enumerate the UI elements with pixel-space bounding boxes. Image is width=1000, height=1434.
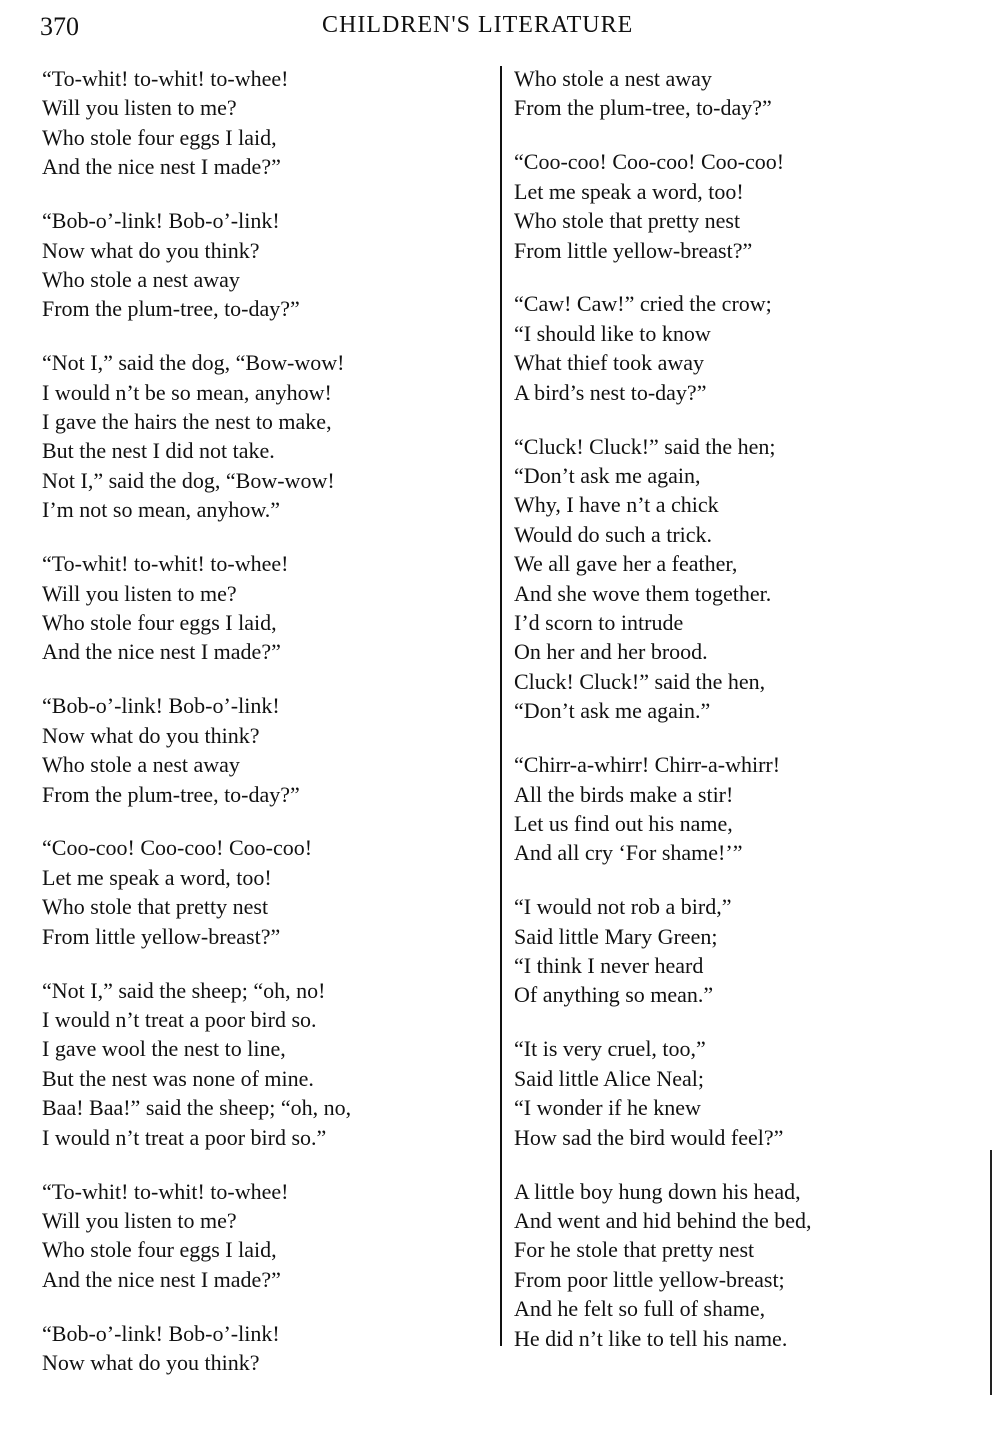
stanza bbox=[42, 833, 492, 951]
stanza bbox=[514, 289, 984, 407]
stanza bbox=[514, 1034, 984, 1152]
verse-line: From poor little yellow-breast; bbox=[514, 1266, 785, 1292]
verse-line: Why, I have n’t a chick bbox=[514, 492, 719, 518]
stanza bbox=[42, 206, 492, 324]
verse-line: Who stole that pretty nest bbox=[42, 894, 269, 920]
verse-line: “To-whit! to-whit! to-whee! bbox=[42, 1178, 289, 1204]
verse-line: “Bob-o’-link! Bob-o’-link! bbox=[42, 208, 280, 234]
verse-line: “I should like to know bbox=[514, 320, 711, 346]
verse-line: Will you listen to me? bbox=[42, 95, 237, 121]
verse-line: And all cry ‘For shame!’” bbox=[514, 840, 743, 866]
verse-line: Who stole a nest away bbox=[42, 266, 240, 292]
verse-line: Let me speak a word, too! bbox=[514, 178, 744, 204]
verse-line: From little yellow-breast?” bbox=[42, 923, 281, 949]
verse-line: I would n’t be so mean, anyhow! bbox=[42, 379, 332, 405]
verse-line: Who stole four eggs I laid, bbox=[42, 610, 277, 635]
stanza bbox=[514, 750, 984, 868]
verse-line: Said little Alice Neal; bbox=[514, 1065, 705, 1091]
margin-rule bbox=[990, 1150, 992, 1395]
verse-line: Let me speak a word, too! bbox=[42, 864, 272, 890]
left-column bbox=[42, 64, 492, 1402]
verse-line: “I would not rob a bird,” bbox=[514, 894, 732, 920]
verse-line: How sad the bird would feel?” bbox=[514, 1124, 784, 1150]
running-title: CHILDREN'S LITERATURE bbox=[322, 12, 634, 38]
verse-line: “Not I,” said the dog, “Bow-wow! bbox=[42, 350, 345, 376]
verse-line: But the nest was none of mine. bbox=[42, 1065, 314, 1091]
verse-line: “To-whit! to-whit! to-whee! bbox=[42, 66, 289, 91]
verse-line: “To-whit! to-whit! to-whee! bbox=[42, 551, 289, 577]
verse-line: Who stole four eggs I laid, bbox=[42, 124, 277, 150]
verse-line: “Coo-coo! Coo-coo! Coo-coo! bbox=[42, 835, 313, 861]
stanza bbox=[514, 147, 984, 265]
verse-line: And he felt so full of shame, bbox=[514, 1296, 766, 1322]
verse-line: “Coo-coo! Coo-coo! Coo-coo! bbox=[514, 149, 785, 175]
verse-line: And she wove them together. bbox=[514, 580, 772, 606]
verse-line: “Don’t ask me again.” bbox=[514, 698, 711, 724]
verse-line: “Bob-o’-link! Bob-o’-link! bbox=[42, 693, 280, 719]
stanza bbox=[514, 64, 984, 123]
stanza bbox=[42, 976, 492, 1152]
verse-line: A bird’s nest to-day?” bbox=[514, 379, 707, 405]
stanza bbox=[42, 1319, 492, 1378]
verse-line: All the birds make a stir! bbox=[514, 781, 734, 807]
verse-line: Cluck! Cluck!” said the hen, bbox=[514, 668, 766, 694]
verse-line: From the plum-tree, to-day?” bbox=[42, 781, 300, 807]
verse-line: We all gave her a feather, bbox=[514, 551, 738, 577]
verse-line: And the nice nest I made?” bbox=[42, 639, 281, 665]
verse-line: Of anything so mean.” bbox=[514, 982, 714, 1008]
verse-line: Not I,” said the dog, “Bow-wow! bbox=[42, 467, 335, 493]
verse-line: Will you listen to me? bbox=[42, 580, 237, 606]
verse-line: I’d scorn to intrude bbox=[514, 610, 684, 635]
verse-line: But the nest I did not take. bbox=[42, 438, 275, 464]
verse-line: Now what do you think? bbox=[42, 237, 260, 263]
verse-line: I would n’t treat a poor bird so.” bbox=[42, 1124, 327, 1150]
verse-line: On her and her brood. bbox=[514, 639, 708, 665]
verse-line: Who stole a nest away bbox=[42, 752, 240, 778]
verse-line: Will you listen to me? bbox=[42, 1207, 237, 1233]
stanza bbox=[514, 892, 984, 1010]
verse-line: “Not I,” said the sheep; “oh, no! bbox=[42, 977, 326, 1003]
page-header bbox=[0, 8, 1000, 42]
verse-line: I’m not so mean, anyhow.” bbox=[42, 497, 281, 523]
stanza bbox=[42, 1177, 492, 1295]
verse-line: Now what do you think? bbox=[42, 722, 260, 748]
verse-line: From the plum-tree, to-day?” bbox=[514, 95, 772, 121]
verse-line: Now what do you think? bbox=[42, 1350, 260, 1376]
verse-line: “Cluck! Cluck!” said the hen; bbox=[514, 433, 776, 459]
verse-line: He did n’t like to tell his name. bbox=[514, 1325, 788, 1351]
stanza bbox=[42, 348, 492, 524]
verse-line: “It is very cruel, too,” bbox=[514, 1036, 706, 1062]
stanza bbox=[514, 1177, 984, 1353]
verse-line: “Chirr-a-whirr! Chirr-a-whirr! bbox=[514, 752, 781, 778]
stanza bbox=[42, 549, 492, 667]
page-number: 370 bbox=[40, 12, 79, 41]
verse-line: “Caw! Caw!” cried the crow; bbox=[514, 291, 772, 317]
verse-line: I gave the hairs the nest to make, bbox=[42, 409, 332, 435]
stanza bbox=[42, 691, 492, 809]
right-column bbox=[514, 64, 984, 1377]
verse-line: From the plum-tree, to-day?” bbox=[42, 296, 300, 322]
verse-line: And the nice nest I made?” bbox=[42, 154, 281, 180]
verse-line: I would n’t treat a poor bird so. bbox=[42, 1006, 317, 1032]
verse-line: I gave wool the nest to line, bbox=[42, 1036, 286, 1062]
column-divider bbox=[500, 66, 502, 1346]
verse-line: From little yellow-breast?” bbox=[514, 237, 753, 263]
verse-line: And went and hid behind the bed, bbox=[514, 1207, 812, 1233]
verse-line: “Don’t ask me again, bbox=[514, 462, 701, 488]
verse-line: Who stole four eggs I laid, bbox=[42, 1237, 277, 1263]
stanza bbox=[514, 432, 984, 726]
verse-line: A little boy hung down his head, bbox=[514, 1178, 801, 1204]
verse-line: “I wonder if he knew bbox=[514, 1095, 701, 1121]
stanza bbox=[42, 64, 492, 182]
verse-line: Let us find out his name, bbox=[514, 810, 733, 836]
verse-line: Would do such a trick. bbox=[514, 521, 713, 547]
verse-line: “I think I never heard bbox=[514, 953, 704, 979]
verse-line: And the nice nest I made?” bbox=[42, 1266, 281, 1292]
verse-line: Said little Mary Green; bbox=[514, 923, 718, 949]
verse-line: For he stole that pretty nest bbox=[514, 1237, 755, 1263]
verse-line: “Bob-o’-link! Bob-o’-link! bbox=[42, 1320, 280, 1346]
verse-line: Who stole a nest away bbox=[514, 66, 712, 91]
verse-line: Who stole that pretty nest bbox=[514, 208, 741, 234]
verse-line: Baa! Baa!” said the sheep; “oh, no, bbox=[42, 1095, 352, 1121]
verse-line: What thief took away bbox=[514, 350, 704, 376]
